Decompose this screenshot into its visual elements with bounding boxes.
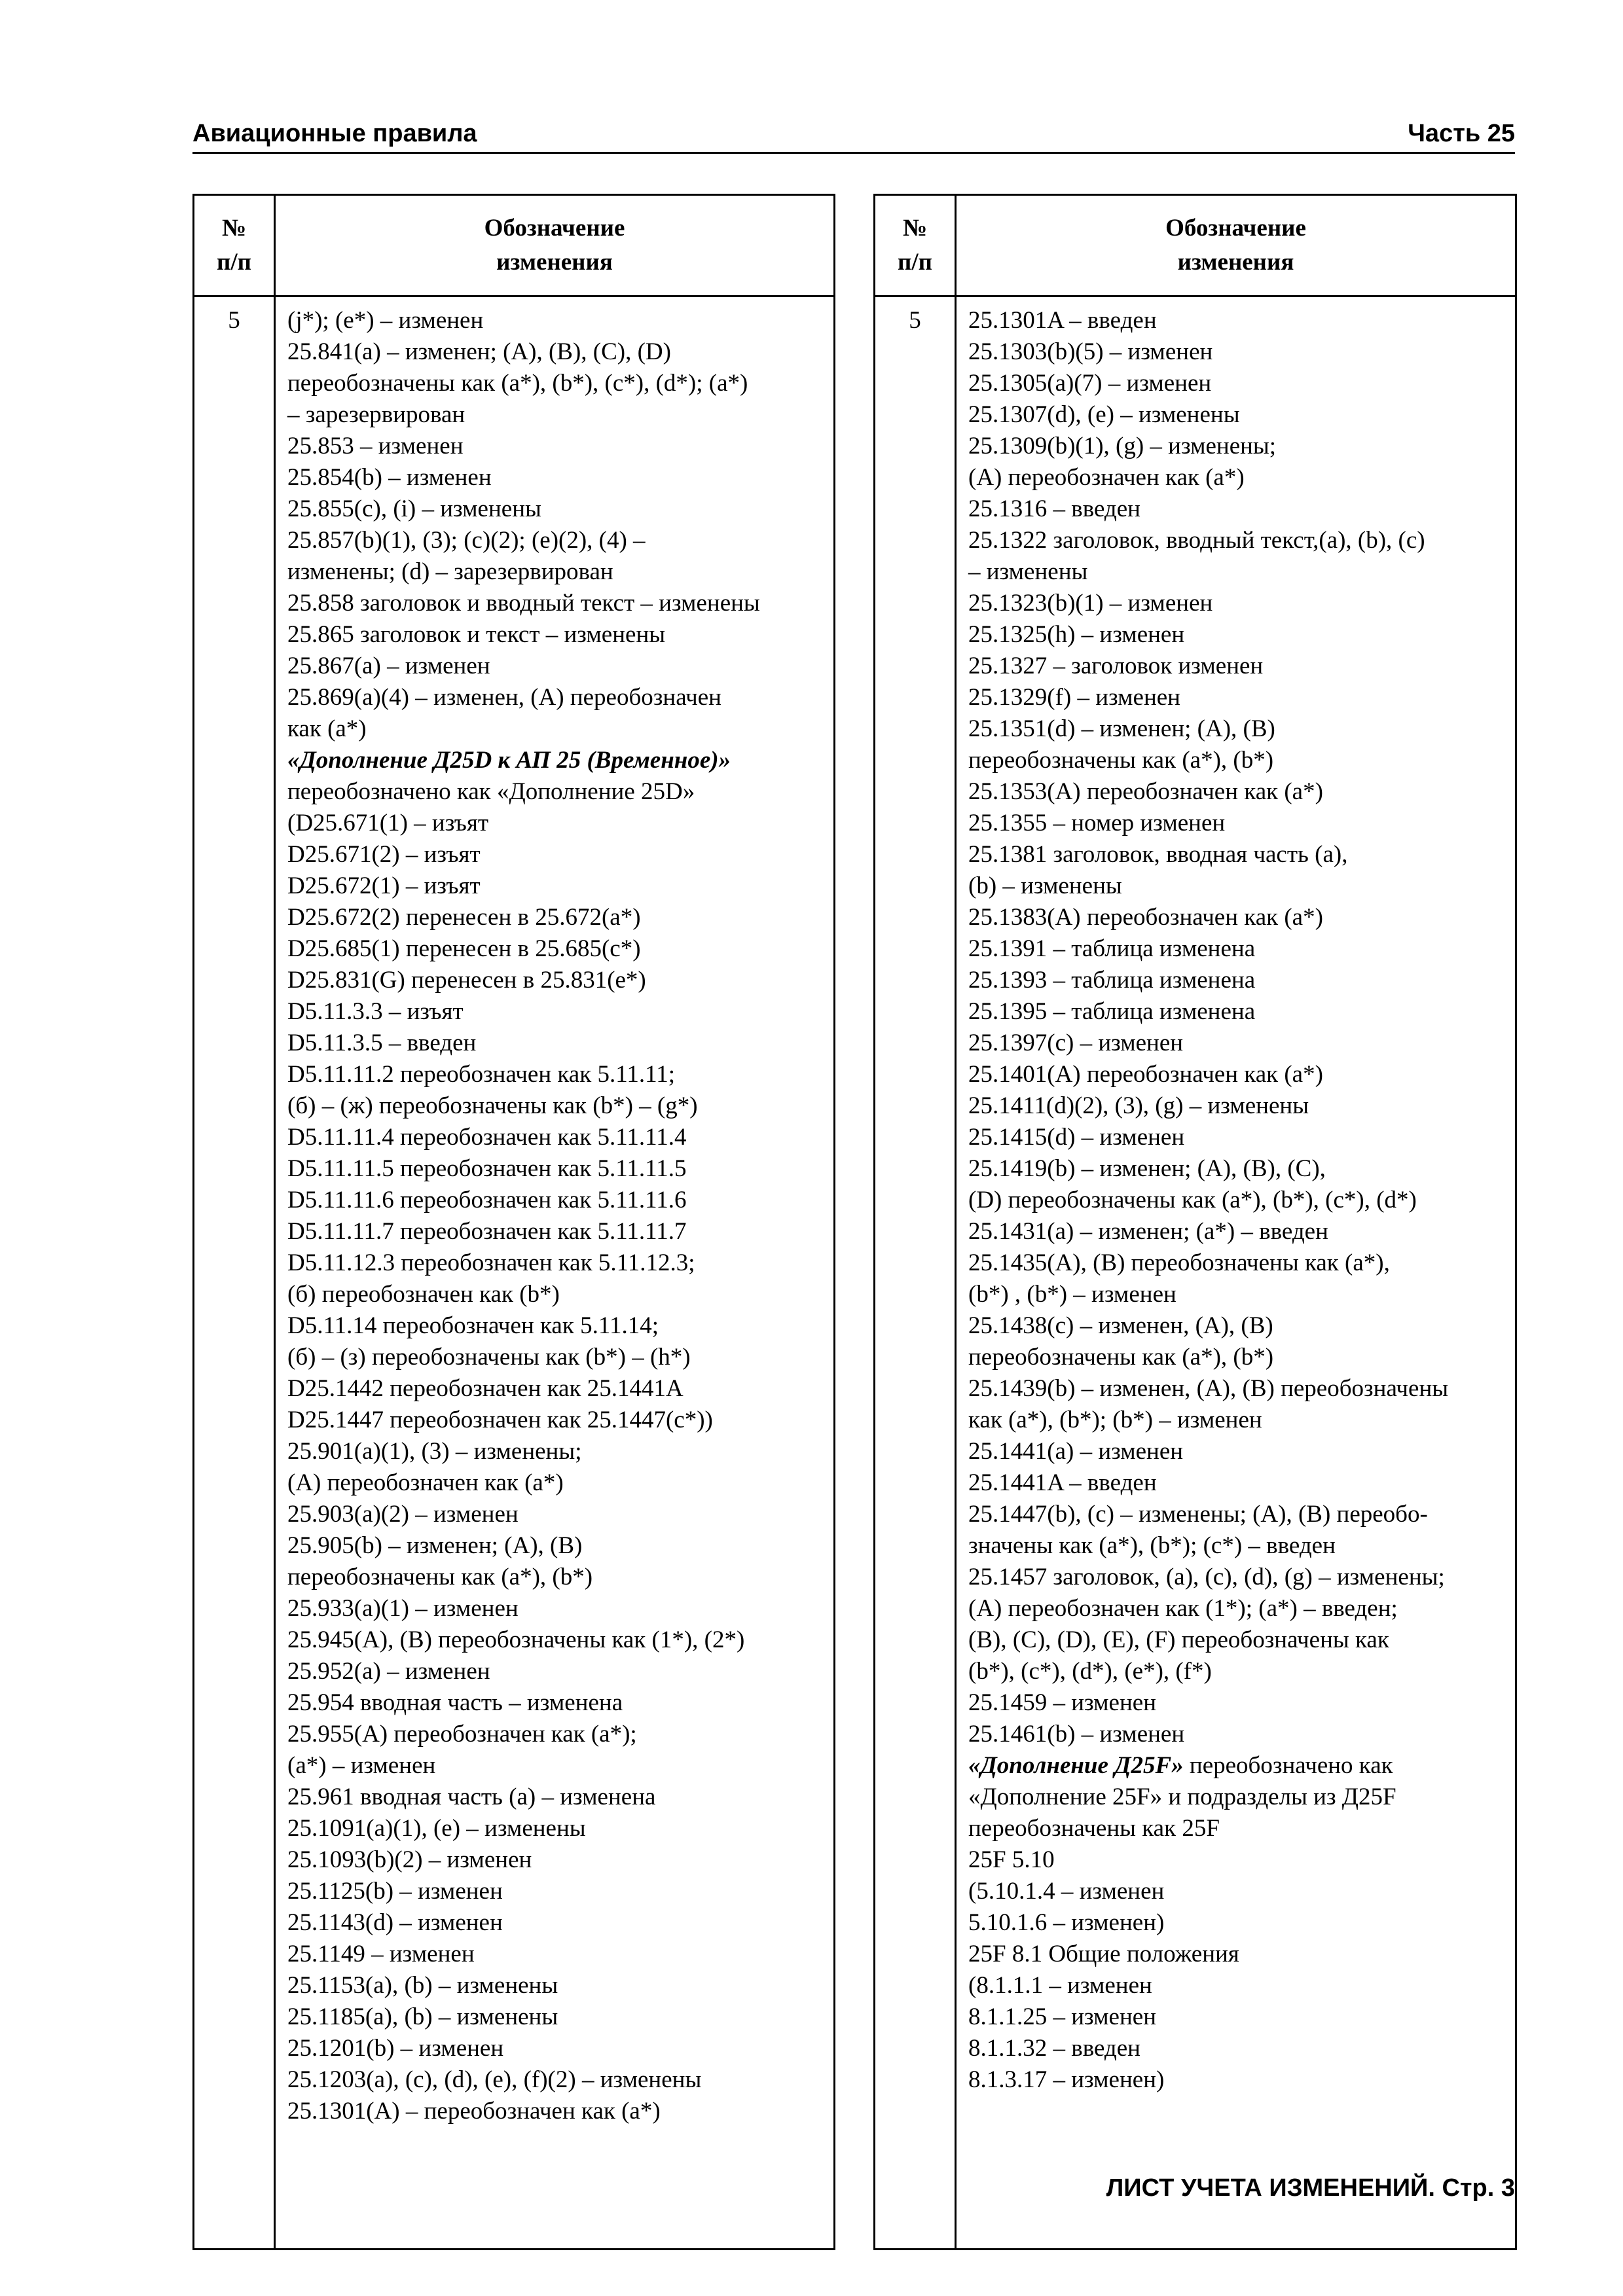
list-item: 25.1301A – введен — [968, 307, 1157, 334]
list-item: 25.1153(a), (b) – изменены — [287, 1972, 558, 1999]
list-item: 25.1383(A) переобозначен как (a*) — [968, 904, 1323, 931]
page-header — [192, 117, 1515, 154]
list-item: (5.10.1.4 – изменен — [968, 1878, 1165, 1905]
list-item: 25.1303(b)(5) – изменен — [968, 338, 1213, 365]
list-item: D5.11.14 переобозначен как 5.11.14; — [287, 1312, 659, 1339]
list-item: 25.853 – изменен — [287, 433, 464, 459]
list-item: (A) переобозначен как (a*) — [968, 464, 1245, 491]
table-header-row — [875, 195, 1516, 296]
list-item: 25.1353(A) переобозначен как (a*) — [968, 778, 1323, 805]
list-item: 25.952(a) – изменен — [287, 1658, 490, 1685]
list-item: 25.1305(a)(7) – изменен — [968, 370, 1212, 397]
col-header-number: № п/п — [194, 195, 275, 296]
list-item: как (a*) — [287, 715, 367, 742]
list-item: – зарезервирован — [287, 401, 465, 428]
list-item: переобозначены как (a*), (b*), (c*), (d*); (a*) — [287, 370, 748, 397]
list-item: D25.831(G) перенесен в 25.831(e*) — [287, 967, 646, 994]
list-item: 25.1355 – номер изменен — [968, 810, 1226, 836]
list-item: 25.1351(d) – изменен; (A), (B) — [968, 715, 1275, 742]
table-row — [194, 296, 835, 2250]
list-item: 25.1322 заголовок, вводный текст,(a), (b), (c) — [968, 527, 1425, 554]
list-item: 25.1327 – заголовок изменен — [968, 653, 1264, 679]
list-item: D25.685(1) перенесен в 25.685(c*) — [287, 935, 641, 962]
list-item: D5.11.11.5 переобозначен как 5.11.11.5 — [287, 1155, 687, 1182]
changes-table-right — [873, 194, 1517, 2250]
list-item: 25.855(c), (i) – изменены — [287, 495, 541, 522]
list-item: 25.1149 – изменен — [287, 1941, 475, 1967]
list-item: переобозначены как 25F — [968, 1815, 1220, 1842]
list-item: (D25.671(1) – изъят — [287, 810, 489, 836]
list-item: (A) переобозначен как (1*); (a*) – введен; — [968, 1595, 1398, 1622]
list-item: 25.869(a)(4) – изменен, (A) переобозначен — [287, 684, 721, 711]
list-item: 25.1435(A), (B) переобозначены как (a*), — [968, 1249, 1390, 1276]
list-item: 25.854(b) – изменен — [287, 464, 492, 491]
table-header-row — [194, 195, 835, 296]
list-item: 25.1125(b) – изменен — [287, 1878, 503, 1905]
list-item: переобозначено как «Дополнение 25D» — [287, 778, 695, 805]
list-item: 25.1093(b)(2) – изменен — [287, 1846, 532, 1873]
list-item: 25.903(a)(2) – изменен — [287, 1501, 519, 1528]
list-item — [968, 1750, 1508, 1782]
list-item: 25.865 заголовок и текст – изменены — [287, 621, 666, 648]
list-item: переобозначены как (a*), (b*) — [968, 747, 1274, 774]
list-item: 25.1439(b) – изменен, (A), (B) переобозначены — [968, 1375, 1449, 1402]
list-item: 25.1461(b) – изменен — [968, 1721, 1185, 1748]
list-item: 25.1329(f) – изменен — [968, 684, 1180, 711]
list-item: D25.672(2) перенесен в 25.672(a*) — [287, 904, 641, 931]
row-number: 5 — [194, 296, 275, 2250]
list-item: 25.1381 заголовок, вводная часть (a), — [968, 841, 1348, 868]
list-item: (A) переобозначен как (a*) — [287, 1469, 564, 1496]
list-item: D5.11.3.3 – изъят — [287, 998, 464, 1025]
list-item: (j*); (e*) – изменен — [287, 307, 484, 334]
list-item: 25.1203(a), (c), (d), (e), (f)(2) – изменены — [287, 2066, 702, 2093]
header-title: Авиационные правила — [192, 120, 477, 147]
list-item: (b*) , (b*) – изменен — [968, 1281, 1176, 1308]
list-item: 25.1316 – введен — [968, 495, 1140, 522]
row-description — [275, 296, 835, 2250]
list-item: 25.1323(b)(1) – изменен — [968, 590, 1213, 617]
list-item: 25.1309(b)(1), (g) – изменены; — [968, 433, 1277, 459]
list-item: 25.1301(A) – переобозначен как (a*) — [287, 2098, 661, 2125]
row-number: 5 — [875, 296, 956, 2250]
list-item: 25.1307(d), (e) – изменены — [968, 401, 1240, 428]
list-item: 25.858 заголовок и вводный текст – изменены — [287, 590, 760, 617]
list-item: 25.1393 – таблица изменена — [968, 967, 1256, 994]
list-item: значены как (a*), (b*); (c*) – введен — [968, 1532, 1336, 1559]
list-item: 25.1395 – таблица изменена — [968, 998, 1256, 1025]
list-item: (б) – (ж) переобозначены как (b*) – (g*) — [287, 1092, 698, 1119]
list-item: D5.11.11.7 переобозначен как 5.11.11.7 — [287, 1218, 687, 1245]
list-item: D5.11.12.3 переобозначен как 5.11.12.3; — [287, 1249, 695, 1276]
list-item: 25.1201(b) – изменен — [287, 2035, 504, 2062]
list-item: (D) переобозначены как (a*), (b*), (c*), (d*) — [968, 1187, 1417, 1213]
list-item: D25.1442 переобозначен как 25.1441A — [287, 1375, 684, 1402]
list-item: (a*) – изменен — [287, 1752, 436, 1779]
list-item: 25.1411(d)(2), (3), (g) – изменены — [968, 1092, 1309, 1119]
list-item: 25.1459 – изменен — [968, 1689, 1157, 1716]
list-item: 25.1447(b), (c) – изменены; (A), (B) переобо- — [968, 1501, 1428, 1528]
list-item: (б) переобозначен как (b*) — [287, 1281, 560, 1308]
list-item: переобозначены как (a*), (b*) — [968, 1344, 1274, 1371]
list-item-heading: «Дополнение Д25D к АП 25 (Временное)» — [287, 747, 731, 774]
list-item: 25.857(b)(1), (3); (c)(2); (e)(2), (4) – — [287, 527, 646, 554]
row-description — [956, 296, 1516, 2250]
list-item: 25.1415(d) – изменен — [968, 1124, 1185, 1151]
list-item: 8.1.1.32 – введен — [968, 2035, 1140, 2062]
list-item: 25.933(a)(1) – изменен — [287, 1595, 519, 1622]
list-item: 25.1457 заголовок, (a), (c), (d), (g) – изменены; — [968, 1564, 1445, 1590]
list-item: D25.672(1) – изъят — [287, 872, 481, 899]
list-item: D25.671(2) – изъят — [287, 841, 481, 868]
header-part: Часть 25 — [1408, 120, 1515, 147]
list-item: D5.11.11.4 переобозначен как 5.11.11.4 — [287, 1124, 687, 1151]
list-item: D5.11.11.6 переобозначен как 5.11.11.6 — [287, 1187, 687, 1213]
list-item: 25.901(a)(1), (3) – изменены; — [287, 1438, 582, 1465]
list-item: 25.1431(a) – изменен; (a*) – введен — [968, 1218, 1328, 1245]
supplement-text: переобозначено как — [1183, 1752, 1393, 1779]
list-item: D25.1447 переобозначен как 25.1447(c*)) — [287, 1407, 713, 1433]
changes-table-left — [192, 194, 835, 2250]
list-item: 8.1.1.25 – изменен — [968, 2003, 1157, 2030]
list-item: переобозначены как (a*), (b*) — [287, 1564, 593, 1590]
list-item: (b*), (c*), (d*), (e*), (f*) — [968, 1658, 1212, 1685]
list-item: 25.961 вводная часть (a) – изменена — [287, 1784, 656, 1810]
list-item: 25.1325(h) – изменен — [968, 621, 1185, 648]
col-header-description: Обозначение изменения — [275, 195, 835, 296]
list-item: D5.11.3.5 – введен — [287, 1030, 477, 1056]
list-item: (8.1.1.1 – изменен — [968, 1972, 1152, 1999]
list-item: 25.954 вводная часть – изменена — [287, 1689, 623, 1716]
list-item: 25.1391 – таблица изменена — [968, 935, 1256, 962]
col-header-number: № п/п — [875, 195, 956, 296]
list-item: 25.867(a) – изменен — [287, 653, 490, 679]
list-item: 8.1.3.17 – изменен) — [968, 2066, 1165, 2093]
list-item: (b) – изменены — [968, 872, 1122, 899]
list-item: 25.1397(c) – изменен — [968, 1030, 1184, 1056]
list-item: (б) – (з) переобозначены как (b*) – (h*) — [287, 1344, 691, 1371]
col-header-description: Обозначение изменения — [956, 195, 1516, 296]
list-item: – изменены — [968, 558, 1088, 585]
supplement-title: «Дополнение Д25F» — [968, 1752, 1184, 1779]
page-footer: ЛИСТ УЧЕТА ИЗМЕНЕНИЙ. Стр. 3 — [1106, 2174, 1515, 2202]
list-item: как (a*), (b*); (b*) – изменен — [968, 1407, 1262, 1433]
list-item: 25F 8.1 Общие положения — [968, 1941, 1239, 1967]
list-item: 25.955(A) переобозначен как (a*); — [287, 1721, 637, 1748]
list-item: 25.1441A – введен — [968, 1469, 1157, 1496]
list-item: изменены; (d) – зарезервирован — [287, 558, 613, 585]
list-item: 25.1143(d) – изменен — [287, 1909, 503, 1936]
list-item: 25.841(a) – изменен; (A), (B), (C), (D) — [287, 338, 671, 365]
list-item: D5.11.11.2 переобозначен как 5.11.11; — [287, 1061, 675, 1088]
list-item: 25.1185(a), (b) – изменены — [287, 2003, 558, 2030]
table-row — [875, 296, 1516, 2250]
list-item: 25F 5.10 — [968, 1846, 1055, 1873]
list-item: 25.1441(a) – изменен — [968, 1438, 1184, 1465]
list-item: 5.10.1.6 – изменен) — [968, 1909, 1165, 1936]
list-item: 25.905(b) – изменен; (A), (B) — [287, 1532, 583, 1559]
list-item: 25.1419(b) – изменен; (A), (B), (C), — [968, 1155, 1326, 1182]
list-item: 25.1438(c) – изменен, (A), (B) — [968, 1312, 1273, 1339]
list-item: 25.1091(a)(1), (e) – изменены — [287, 1815, 586, 1842]
list-item: «Дополнение 25F» и подразделы из Д25F — [968, 1784, 1396, 1810]
list-item: (B), (C), (D), (E), (F) переобозначены как — [968, 1626, 1389, 1653]
list-item: 25.1401(A) переобозначен как (a*) — [968, 1061, 1323, 1088]
list-item: 25.945(A), (B) переобозначены как (1*), (2*) — [287, 1626, 745, 1653]
